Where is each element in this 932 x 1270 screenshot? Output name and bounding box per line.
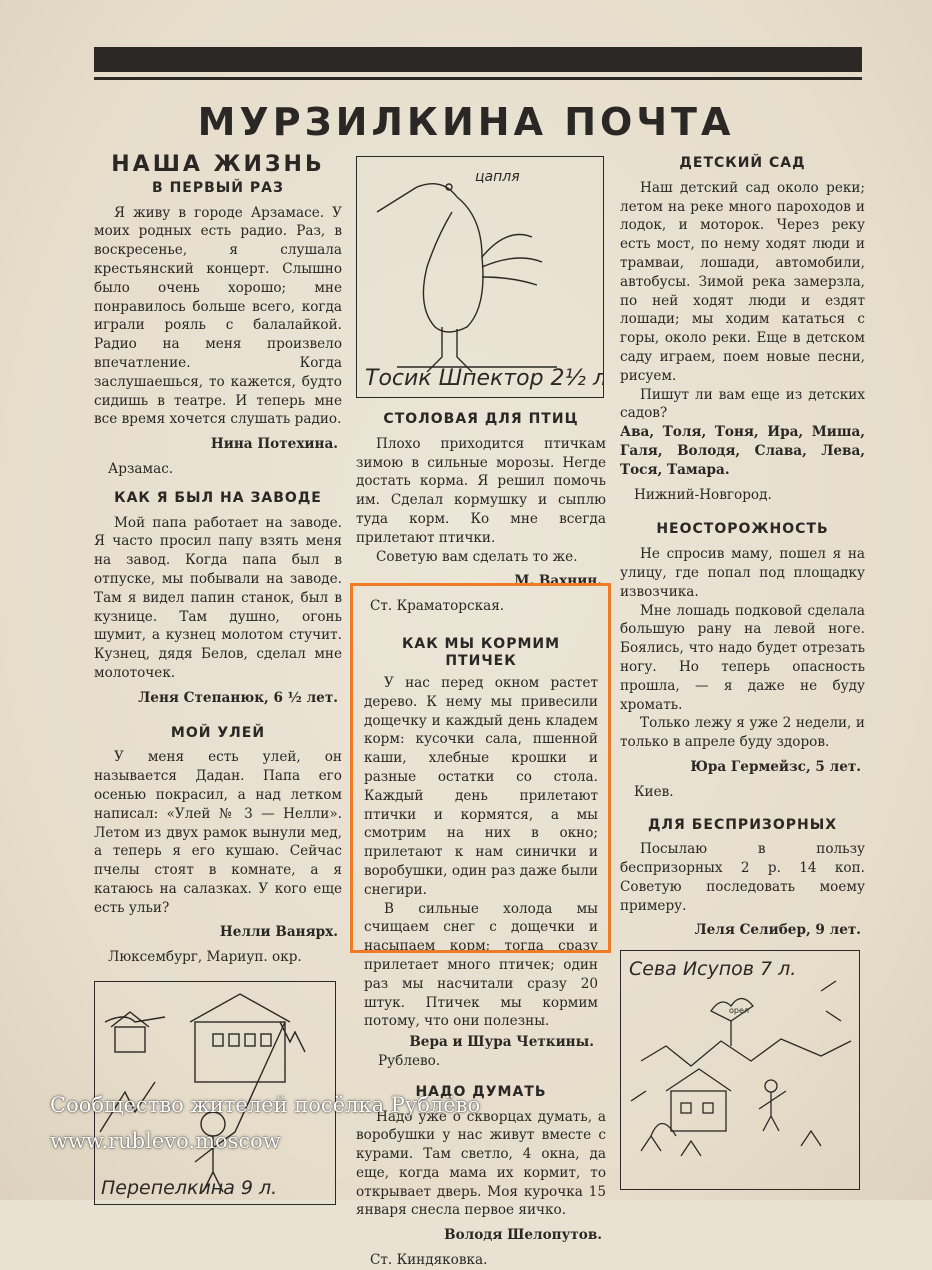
article-body: Не спросив маму, пошел я на улицу, где попал под площадку извозчика. [620,546,865,600]
article-signature: Леня Степанюк, 6 ½ лет. [138,689,338,706]
article-place: Рублево. [378,1052,441,1069]
article-title: НАДО ДУМАТЬ [415,1083,547,1100]
article-signature: Леля Селибер, 9 лет. [694,922,861,939]
article-names: Ава, Толя, Тоня, Ира, Миша, Галя, Володя, Слава, Лева, Тося, Тамара. [620,424,865,478]
article-place: Нижний-Новгород. [634,486,772,503]
left-column [94,150,342,1205]
drawing-label: орел [729,1006,750,1016]
article-body: У меня есть улей, он называется Дадан. Папа его осенью покрасил, а над летком написал: «Улей № 3 — Нелли». Летом из двух рамок вынули мед, а теперь я его кушаю. Сейчас пчелы стоят в комнате, а я катаюсь на салазках. У кого еще есть ульи? [94,749,342,916]
article-signature: Вера и Шура Четкины. [409,1034,594,1051]
article-title: КАК Я БЫЛ НА ЗАВОДЕ [114,489,322,506]
article-signature: М. Вахнин. [514,573,602,590]
masthead-title: МУРЗИЛКИНА ПОЧТА [197,100,735,144]
article-title: ДЕТСКИЙ САД [679,155,806,171]
article-signature: Нина Потехина. [210,436,338,453]
top-rule-bar [94,47,862,72]
article-place: Ст. Краматорская. [370,598,505,615]
watermark-url[interactable]: www.rublevo.moscow [50,1129,281,1153]
article-body: Посылаю в пользу беспризорных 2 р. 14 коп. Советую последовать моему примеру. [620,841,865,914]
heron-drawing-illustration [357,157,603,397]
article-kindergarten [620,154,865,504]
child-drawing-village [620,950,860,1190]
article-place: Люксембург, Мариуп. окр. [108,949,302,966]
article-first-time [94,179,342,479]
drawing-signature: Тосик Шпектор 2½ л. [365,366,603,391]
article-body: В сильные холода мы счищаем снег с дощечки и насыпаем корм; тогда сразу прилетает много птичек; один раз мы насчитали сразу 20 штук. Птичек мы кормим потому, что они полезны. [364,900,598,1030]
article-beehive [94,724,342,968]
article-title: МОЙ УЛЕЙ [170,724,266,741]
article-signature: Юра Гермейзс, 5 лет. [690,758,861,775]
highlight-frame [350,583,611,953]
article-question: Пишут ли вам еще из детских садов? [620,386,865,422]
article-body: Мне лошадь подковой сделала большую рану на левой ноге. Боялись, что надо будет отрезать ногу. Но теперь опасность прошла, — я даже не буду хромать. [620,602,865,713]
watermark-community: Сообщество жителей посёлка Рублёво [50,1093,481,1117]
article-body-advice: Советую вам сделать то же. [376,548,578,565]
article-signature: Нелли Ванярх. [219,924,338,941]
article-body: Надо уже о скворцах думать, а воробушки у нас живут вместе с курами. Там светло, 4 окна, да еще, когда мама их кормит, то открывает дверь. Моя курочка 15 января снесла первое яичко. [356,1108,606,1219]
article-title: ДЛЯ БЕСПРИЗОРНЫХ [647,816,838,833]
article-body: Плохо приходится птичкам зимою в сильные морозы. Негде достать корма. Я решил помочь им. Сделал кормушку и сыплю туда корм. Ко мне всегда прилетают птички. [356,435,606,546]
article-body: Мой папа работает на заводе. Я часто просил папу взять меня на завод. Когда папа был в отпуске, мы побывали на заводе. Там я видел папин станок, был в кузнице. Там душно, огонь шумит, а кузнец молотом стучит. Кузнец, дядя Белов, сделал мне молоточек. [94,514,342,681]
child-drawing-heron [356,156,604,398]
drawing-signature: Перепелкина 9 л. [101,1177,278,1200]
drawing-signature: Сева Исупов 7 л. [629,958,797,981]
article-body: Наш детский сад около реки; летом на реке много пароходов и лодок, и моторок. Через реку есть мост, по нему ходят люди и трамваи, лошади, автомобили, автобусы. Зимой река замерзла, по ней ходят люди и ездят лошади; мы ходим кататься с горы, около реки. Еще в детском саду играем, поем новые песни, рисуем. [620,179,865,384]
article-title: В ПЕРВЫЙ РАЗ [152,179,284,196]
article-place: Киев. [634,783,674,800]
village-drawing-illustration [621,951,859,1189]
top-rule-thin [94,77,862,80]
article-carelessness [620,520,865,801]
article-factory [94,489,342,708]
article-body: Я живу в городе Арзамасе. У моих родных есть радио. Раз, в воскресенье, я слушала крестьянский концерт. Слышно было очень хорошо; мне понравилось больше всего, когда играли рояль с балалайкой. Радио на меня произвело впечатление. Когда заслушаешься, то кажется, будто сидишь в театре. И теперь мне все время хочется слушать радио. [94,204,342,428]
article-homeless [620,816,865,941]
article-title: СТОЛОВАЯ ДЛЯ ПТИЦ [383,411,579,427]
drawing-label: цапля [475,169,520,185]
right-column [620,150,865,1190]
section-heading: НАША ЖИЗНЬ [111,152,325,177]
article-place: Ст. Киндяковка. [370,1252,488,1269]
article-body: Только лежу я уже 2 недели, и только в апреле буду здоров. [620,715,865,751]
article-title: КАК МЫ КОРМИМ ПТИЧЕК [401,635,561,669]
article-title: НЕОСТОРОЖНОСТЬ [656,521,829,538]
article-body: У нас перед окном растет дерево. К нему мы привесили дощечку и каждый день кладем корм: кусочки сала, пшенной каши, хлебные крошки и разные остатки со стола. Каждый день прилетают птички и кормятся, а мы смотрим на них в окно; прилетают к нам синички и воробушки, один раз даже были снегири. [364,674,598,898]
article-place: Арзамас. [108,460,174,477]
article-signature: Володя Шелопутов. [444,1227,602,1244]
